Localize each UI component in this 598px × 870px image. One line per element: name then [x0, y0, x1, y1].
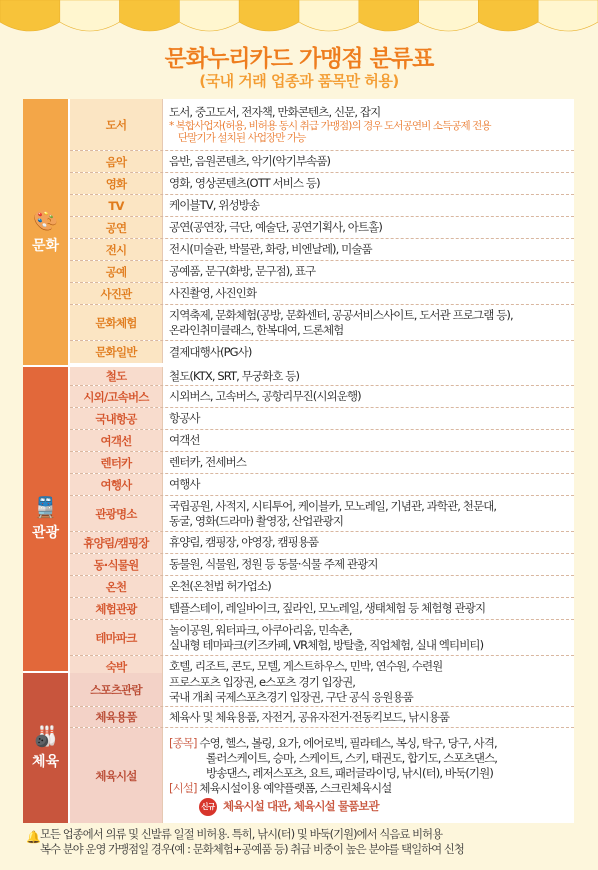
awning-stripe	[299, 0, 359, 31]
row-text: 케이블TV, 위성방송	[169, 198, 260, 212]
category-cell: 음악	[70, 151, 163, 172]
category-cell: 스포츠관람	[70, 673, 163, 706]
table-row	[70, 173, 574, 195]
category-cell: 문화일반	[70, 341, 163, 363]
category-cell: 국내항공	[70, 408, 163, 429]
table-row	[70, 151, 574, 173]
table-row	[70, 217, 574, 239]
category-cell: 렌터카	[70, 452, 163, 473]
category-cell: 여행사	[70, 474, 163, 495]
new-item-text: 체육시설 대관, 체육시설 물품보관	[223, 799, 379, 813]
bell-icon: 🔔	[26, 830, 41, 844]
row-text: 공연(공연장, 극단, 예술단, 공연기획사, 아트홀)	[169, 220, 382, 234]
row-text: 온라인취미클래스, 한복대여, 드론체험	[169, 322, 344, 337]
row-text: 템플스테이, 레일바이크, 짚라인, 모노레일, 생태체험 등 체험형 관광지	[169, 601, 486, 615]
category-cell: 온천	[70, 576, 163, 597]
category-cell: 도서	[70, 99, 163, 150]
category-cell: 숙박	[70, 656, 163, 677]
page-title: 문화누리카드 가맹점 분류표	[164, 46, 434, 72]
row-text: 영화, 영상콘텐츠(OTT 서비스 등)	[169, 176, 320, 190]
row-text: 놀이공원, 워터파크, 아쿠아리움, 민속촌,	[169, 622, 352, 637]
row-text: 공예품, 문구(화방, 문구점), 표구	[169, 264, 316, 278]
section-label: 체육	[31, 753, 60, 770]
palette-icon: 🎨	[33, 207, 58, 232]
category-cell: 사진관	[70, 283, 163, 304]
awning-stripe	[60, 0, 120, 31]
row-text: 호텔, 리조트, 콘도, 모텔, 게스트하우스, 민박, 연수원, 수련원	[169, 659, 443, 673]
table-row	[70, 598, 574, 620]
facility-tag: [종목]	[169, 735, 197, 750]
table-row	[70, 620, 574, 656]
table-row	[70, 99, 574, 151]
table-row	[70, 576, 574, 598]
table-row	[70, 452, 574, 474]
category-cell: 테마파크	[70, 620, 163, 655]
table-row	[70, 554, 574, 576]
category-cell: 공연	[70, 217, 163, 238]
table-row	[70, 532, 574, 554]
awning-decoration	[0, 0, 598, 40]
row-text: 실내형 테마파크(키즈카페, VR체험, 방탈출, 직업체험, 실내 엑티비티)	[169, 637, 484, 652]
note-text: * 복합사업자(허용, 비허용 동시 취급 가맹점)의 경우 도서공연비 소득공제 전용	[169, 120, 491, 132]
row-text: 수영, 헬스, 볼링, 요가, 에어로빅, 필라테스, 복싱, 탁구, 당구, 사격,	[199, 735, 497, 750]
category-cell: 체육용품	[70, 707, 163, 727]
train-icon: 🚆	[33, 494, 58, 519]
table-row	[70, 239, 574, 261]
table-row	[70, 367, 574, 386]
row-text: 여행사	[169, 477, 200, 491]
category-cell: 관광명소	[70, 496, 163, 531]
row-text: 시외버스, 고속버스, 공항리무진(시외운행)	[169, 389, 361, 403]
awning-stripe	[478, 0, 538, 31]
row-text: 지역축제, 문화체험(공방, 문화센터, 공공서비스사이트, 도서관 프로그램 등),	[169, 307, 513, 322]
row-text: 동굴, 영화(드라마) 촬영장, 산업관광지	[169, 513, 344, 528]
table-row	[70, 496, 574, 532]
category-cell: 휴양림/캠핑장	[70, 532, 163, 553]
category-cell: 시외/고속버스	[70, 386, 163, 407]
row-text: 프로스포츠 입장권, e스포츠 경기 입장권,	[169, 674, 356, 689]
row-text: 도서, 중고도서, 전자책, 만화콘텐츠, 신문, 잡지	[169, 105, 381, 119]
section-label: 문화	[31, 237, 60, 254]
row-text: 사진촬영, 사진인화	[169, 286, 257, 300]
row-text: 동물원, 식물원, 정원 등 동물·식물 주제 관광지	[169, 557, 378, 571]
category-cell: 체육시설	[70, 728, 163, 823]
category-cell: 철도	[70, 367, 163, 385]
awning-stripe	[179, 0, 239, 31]
table-row	[70, 195, 574, 217]
section-label: 관광	[31, 524, 60, 541]
footer-notes	[40, 827, 590, 857]
row-text: 국내 개최 국제스포츠경기 입장권, 구단 공식 응원용품	[169, 689, 413, 704]
row-text: 국립공원, 사적지, 시티투어, 케이블카, 모노레일, 기념관, 과학관, 천문대,	[169, 498, 497, 513]
row-text: 철도(KTX, SRT, 무궁화호 등)	[169, 368, 300, 383]
section-tourism	[23, 367, 574, 674]
table-row	[70, 673, 574, 707]
awning-stripe	[359, 0, 419, 31]
facility-tag: [시설]	[169, 780, 197, 795]
row-text: 체육사 및 체육용품, 자전거, 공유자전거·전동킥보드, 낚시용품	[169, 709, 450, 724]
awning-stripe	[120, 0, 180, 31]
note-text: 단말기가 설치된 사업장만 가능	[178, 132, 306, 144]
row-text: 음반, 음원콘텐츠, 악기(악기부속품)	[169, 154, 331, 168]
table-row	[70, 474, 574, 496]
row-text: 온천(온천법 허가업소)	[169, 579, 271, 593]
category-cell: 문화체험	[70, 305, 163, 340]
new-badge: 신규	[199, 798, 217, 816]
row-text: 체육시설이용 예약플랫폼, 스크린체육시설	[199, 780, 392, 795]
category-cell: TV	[70, 195, 163, 216]
awning-stripe	[538, 0, 598, 31]
footer-line: 복수 분야 운영 가맹점일 경우(예 : 문화체험+공예품 등) 취급 비중이 높은 분야를 택일하여 신청	[40, 843, 464, 856]
category-table	[23, 99, 574, 823]
category-cell: 공예	[70, 261, 163, 282]
category-cell: 영화	[70, 173, 163, 194]
category-cell: 여객선	[70, 430, 163, 451]
table-row	[70, 707, 574, 728]
row-text: 결제대행사(PG사)	[169, 344, 252, 359]
row-text: 렌터카, 전세버스	[169, 455, 246, 469]
row-text: 휴양림, 캠핑장, 야영장, 캠핑용품	[169, 535, 319, 549]
table-row	[70, 283, 574, 305]
row-text: 롤러스케이트, 승마, 스케이트, 스키, 태권도, 합기도, 스포츠댄스,	[206, 750, 498, 765]
section-sports	[23, 673, 574, 823]
row-text: 전시(미술관, 박물관, 화랑, 비엔날레), 미술품	[169, 242, 372, 256]
section-culture	[23, 99, 574, 365]
table-row	[70, 261, 574, 283]
awning-stripe	[239, 0, 299, 31]
page-subtitle: (국내 거래 업종과 품목만 허용)	[199, 72, 399, 90]
table-row	[70, 728, 574, 823]
row-text: 항공사	[169, 411, 200, 425]
table-row	[70, 408, 574, 430]
category-cell: 체험관광	[70, 598, 163, 619]
bowling-icon: 🎳	[33, 723, 58, 748]
row-text: 여객선	[169, 433, 200, 447]
footer-line: 모든 업종에서 의류 및 신발류 일절 비허용. 특히, 낚시(터) 및 바둑(기원)에서 식음료 비허용	[40, 828, 443, 841]
awning-stripe	[0, 0, 60, 31]
row-text: 방송댄스, 레저스포츠, 요트, 패러글라이딩, 낚시(터), 바둑(기원)	[206, 765, 493, 780]
table-row	[70, 341, 574, 363]
table-row	[70, 305, 574, 341]
table-row	[70, 430, 574, 452]
category-cell: 전시	[70, 239, 163, 260]
table-row	[70, 386, 574, 408]
awning-stripe	[419, 0, 479, 31]
category-cell: 동·식물원	[70, 554, 163, 575]
